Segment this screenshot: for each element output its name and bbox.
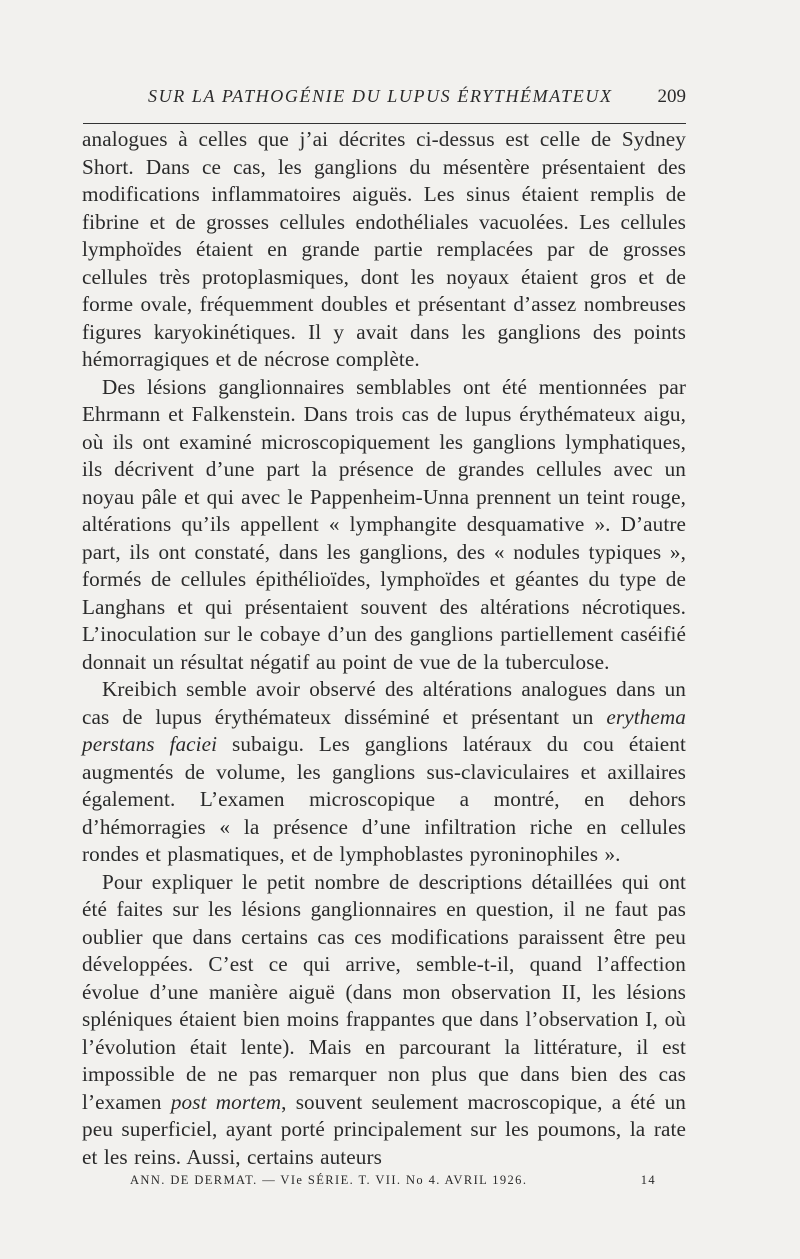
body-text	[82, 126, 686, 1171]
paragraph-text: Kreibich semble avoir observé des altérations analogues dans un cas de lupus érythémateux disséminé et présentant un	[82, 677, 686, 729]
header-rule	[83, 123, 686, 124]
italic-term: post mortem	[170, 1089, 282, 1114]
italic-term: erythema perstans faciei	[82, 704, 686, 756]
journal-citation: ANN. DE DERMAT. — VIe SÉRIE. T. VII. No 4. AVRIL 1926.	[130, 1173, 528, 1187]
paragraph-text: Des lésions ganglionnaires semblables ont été mentionnées par Ehrmann et Falkenstein. Dans trois cas de lupus érythémateux aigu, où ils ont examiné microscopiquement les ganglions lymphatiques, ils décrivent d’une part la présence de grandes cellules avec un noyau pâle et qui avec le Pappenheim-Unna prennent un teint rouge, altérations qu’ils appellent « lymphangite desquamative ». D’autre part, ils ont constaté, dans les ganglions, des « nodules typiques », formés de cellules épithélioïdes, lymphoïdes et géantes du type de Langhans et qui présentaient souvent des altérations nécrotiques. L’inoculation sur le cobaye d’un des ganglions partiellement caséifié donnait un résultat négatif au point de vue de la tuberculose.	[82, 374, 686, 674]
paragraph-text: Pour expliquer le petit nombre de descriptions détaillées qui ont été faites sur les lésions ganglionnaires en question, il ne faut pas oublier que dans certains cas ces modifications paraissent être peu développées. C’est ce qui arrive, semble-t-il, quand l’affection évolue d’une manière aiguë (dans mon observation II, les lésions spléniques étaient bien moins frappantes que dans l’observation I, où l’évolution était lente). Mais en parcourant la littérature, il est impossible de ne pas remarquer non plus que dans bien des cas l’examen	[82, 869, 686, 1114]
paragraph	[82, 869, 686, 1172]
paragraph	[82, 374, 686, 677]
running-header	[80, 82, 686, 112]
paragraph	[82, 676, 686, 869]
page-number: 209	[657, 86, 686, 107]
paragraph-text: subaigu. Les ganglions latéraux du cou étaient augmentés de volume, les ganglions sus-claviculaires et axillaires également. L’examen microscopique a montré, en dehors d’hémorragies « la présence d’une infiltration riche en cellules rondes et plasmatiques, et de lymphoblastes pyroninophiles ».	[82, 732, 686, 866]
footer	[130, 1173, 656, 1193]
paragraph-text: , souvent seulement macroscopique, a été un peu superficiel, ayant porté principalement sur les poumons, la rate et les reins. Aussi, certains auteurs	[82, 1089, 686, 1169]
paragraph	[82, 126, 686, 374]
running-title: SUR LA PATHOGÉNIE DU LUPUS ÉRYTHÉMATEUX	[148, 86, 613, 106]
paragraph-text: analogues à celles que j’ai décrites ci-dessus est celle de Sydney Short. Dans ce cas, les ganglions du mésentère présentaient des modifications inflammatoires aiguës. Les sinus étaient remplis de fibrine et de grosses cellules endothéliales vacuolées. Les cellules lymphoïdes étaient en grande partie remplacées par de grosses cellules très protoplasmiques, dont les noyaux étaient gros et de forme ovale, fréquemment doubles et présentant d’assez nombreuses figures karyokinétiques. Il y avait dans les ganglions des points hémorragiques et de nécrose complète.	[82, 127, 686, 371]
signature-mark: 14	[640, 1173, 656, 1187]
